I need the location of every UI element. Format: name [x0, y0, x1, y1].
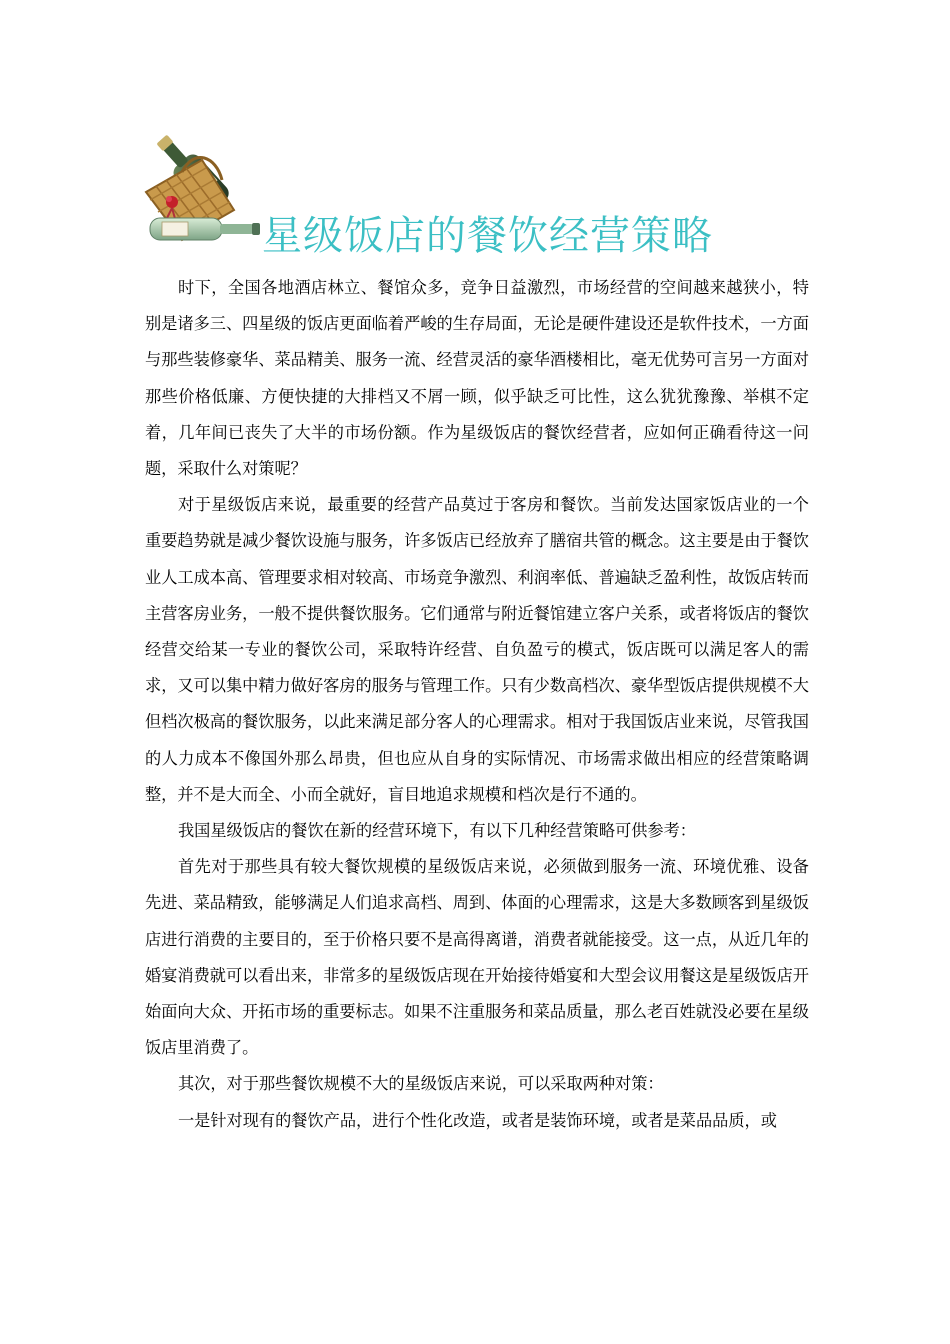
paragraph: 我国星级饭店的餐饮在新的经营环境下，有以下几种经营策略可供参考：	[178, 821, 696, 841]
paragraph: 对于星级饭店来说，最重要的经营产品莫过于客房和餐饮。当前发达国家饭店业的一个重要趋势就是减少餐饮设施与服务，许多饭店已经放弃了膳宿共管的概念。这主要是由于餐饮业人工成本高、管理要求相对较高、市场竞争激烈、利润率低、普遍缺乏盈利性，故饭店转而主营客房业务，一般不提供餐饮服务。它们通常与附近餐馆建立客户关系，或者将饭店的餐饮经营交给某一专业的餐饮公司，采取特许经营、自负盈亏的模式，饭店既可以满足客人的需求，又可以集中精力做好客房的服务与管理工作。只有少数高档次、豪华型饭店提供规模不大但档次极高的餐饮服务，以此来满足部分客人的心理需求。相对于我国饭店业来说，尽管我国的人力成本不像国外那么昂贵，但也应从自身的实际情况、市场需求做出相应的经营策略调整，并不是大而全、小而全就好，盲目地追求规模和档次是行不通的。	[145, 495, 809, 804]
paragraph: 一是针对现有的餐饮产品，进行个性化改造，或者是装饰环境，或者是菜品品质，或	[178, 1110, 777, 1130]
document-body	[145, 270, 809, 1139]
paragraph: 首先对于那些具有较大餐饮规模的星级饭店来说，必须做到服务一流、环境优雅、设备先进、菜品精致，能够满足人们追求高档、周到、体面的心理需求，这是大多数顾客到星级饭店进行消费的主要目的，至于价格只要不是高得离谱，消费者就能接受。这一点，从近几年的婚宴消费就可以看出来，非常多的星级饭店现在开始接待婚宴和大型会议用餐这是星级饭店开始面向大众、开拓市场的重要标志。如果不注重服务和菜品质量，那么老百姓就没必要在星级饭店里消费了。	[145, 857, 809, 1058]
paragraph: 时下，全国各地酒店林立、餐馆众多，竞争日益激烈，市场经营的空间越来越狭小，特别是诸多三、四星级的饭店更面临着严峻的生存局面，无论是硬件建设还是软件技术，一方面与那些装修豪华、菜品精美、服务一流、经营灵活的豪华酒楼相比，毫无优势可言另一方面对那些价格低廉、方便快捷的大排档又不屑一顾，似乎缺乏可比性，这么犹犹豫豫、举棋不定着，几年间已丧失了大半的市场份额。作为星级饭店的餐饮经营者，应如何正确看待这一问题，采取什么对策呢？	[145, 278, 809, 479]
document-title: 星级饭店的餐饮经营策略	[262, 213, 713, 259]
wine-bottles-basket-icon	[142, 122, 264, 250]
paragraph: 其次，对于那些餐饮规模不大的星级饭店来说，可以采取两种对策：	[178, 1074, 664, 1094]
